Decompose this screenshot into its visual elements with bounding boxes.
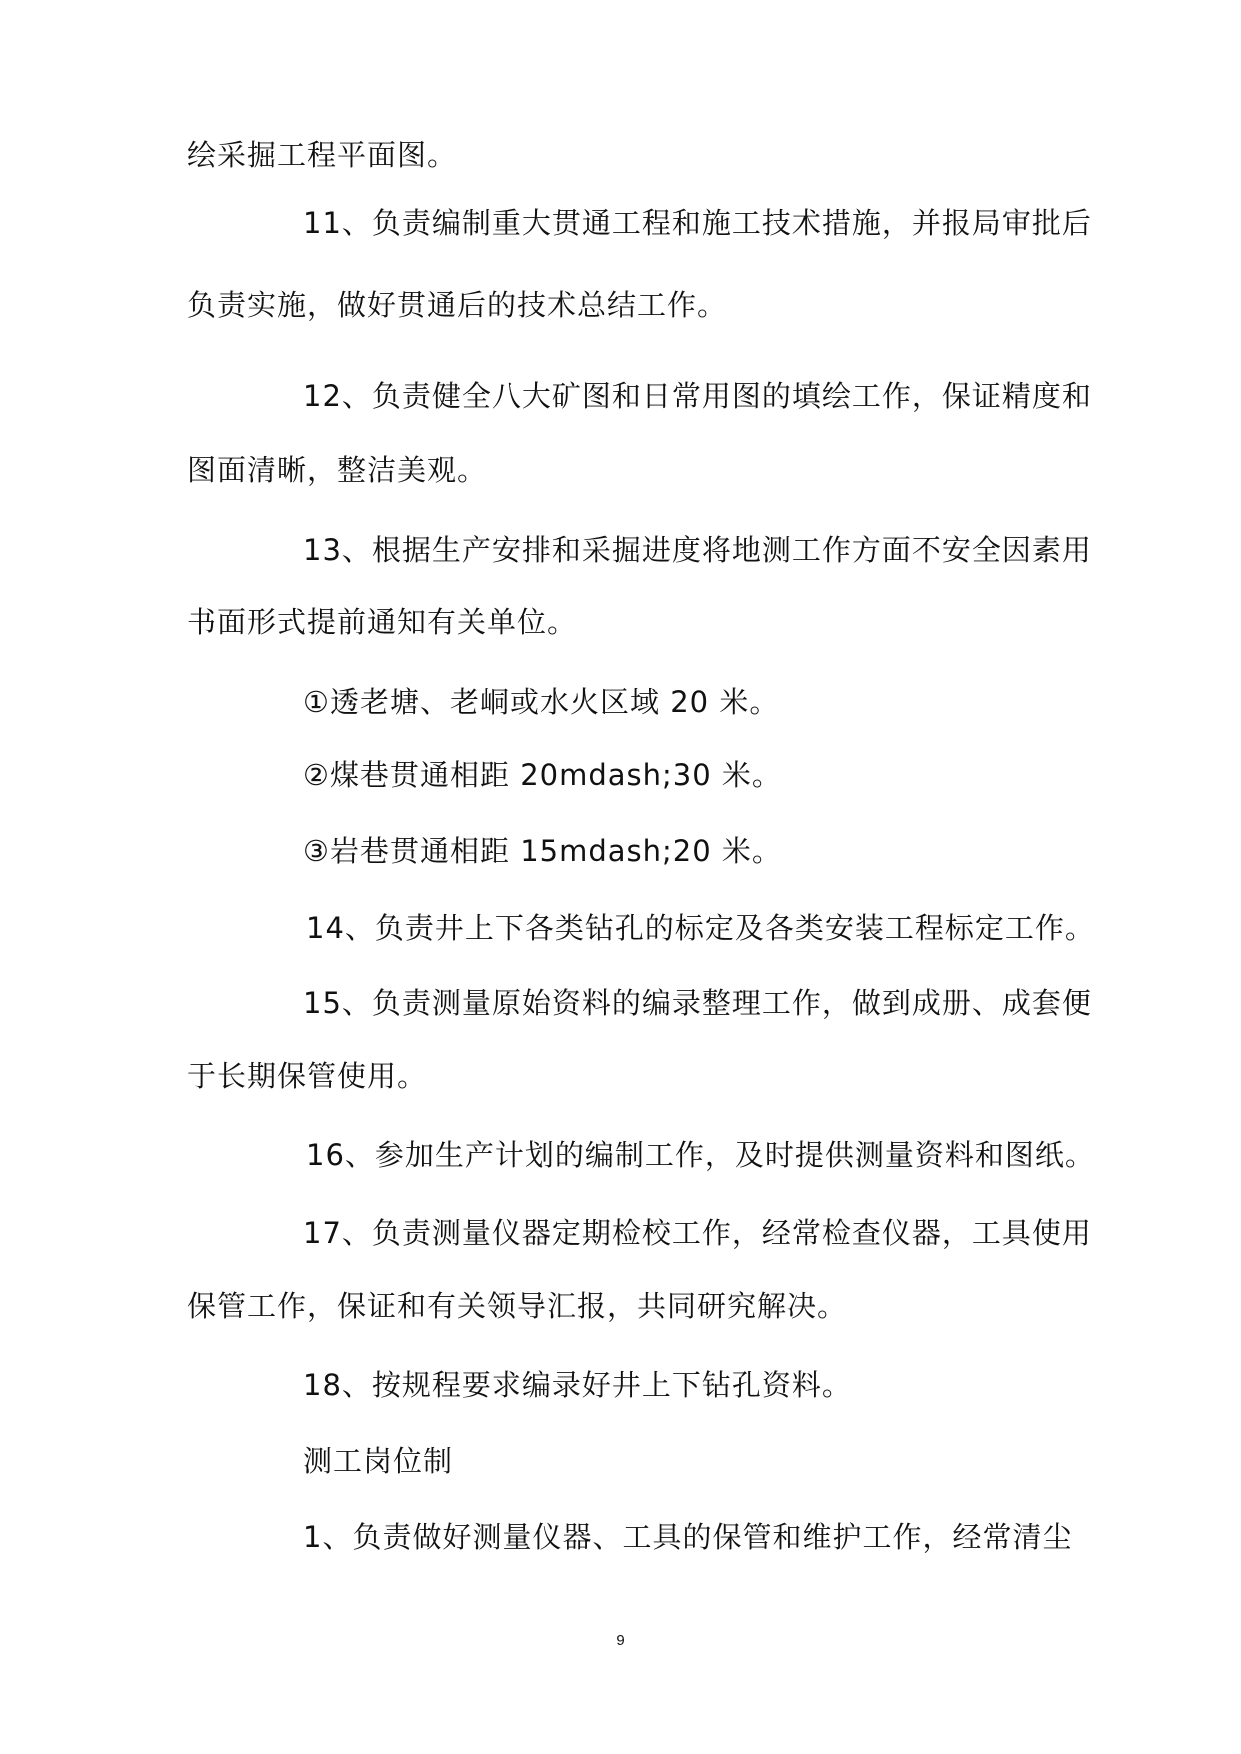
text-line: 于长期保管使用。 [187, 1059, 428, 1093]
text-line: 图面清晰，整洁美观。 [187, 453, 488, 487]
page-number: 9 [616, 1632, 625, 1649]
text-line: 13、根据生产安排和采掘进度将地测工作方面不安全因素用 [303, 533, 1092, 567]
text-line: 17、负责测量仪器定期检校工作，经常检查仪器，工具使用 [303, 1216, 1092, 1250]
list-item: ②煤巷贯通相距 20mdash;30 米。 [303, 758, 782, 792]
list-item: ③岩巷贯通相距 15mdash;20 米。 [303, 834, 782, 868]
list-item: ①透老塘、老峒或水火区域 20 米。 [303, 685, 780, 719]
text-line: 书面形式提前通知有关单位。 [187, 605, 578, 639]
text-line: 11、负责编制重大贯通工程和施工技术措施，并报局审批后 [303, 206, 1092, 240]
text-line: 15、负责测量原始资料的编录整理工作，做到成册、成套便 [303, 986, 1092, 1020]
text-line: 绘采掘工程平面图。 [187, 138, 458, 172]
text-line: 1、负责做好测量仪器、工具的保管和维护工作，经常清尘 [303, 1520, 1073, 1554]
text-line: 负责实施，做好贯通后的技术总结工作。 [187, 288, 728, 322]
section-heading: 测工岗位制 [303, 1444, 454, 1478]
text-line: 16、参加生产计划的编制工作，及时提供测量资料和图纸。 [306, 1138, 1095, 1172]
text-line: 18、按规程要求编录好井上下钻孔资料。 [303, 1368, 852, 1402]
text-line: 14、负责井上下各类钻孔的标定及各类安装工程标定工作。 [306, 911, 1095, 945]
text-line: 保管工作，保证和有关领导汇报，共同研究解决。 [187, 1289, 848, 1323]
text-line: 12、负责健全八大矿图和日常用图的填绘工作，保证精度和 [303, 379, 1092, 413]
